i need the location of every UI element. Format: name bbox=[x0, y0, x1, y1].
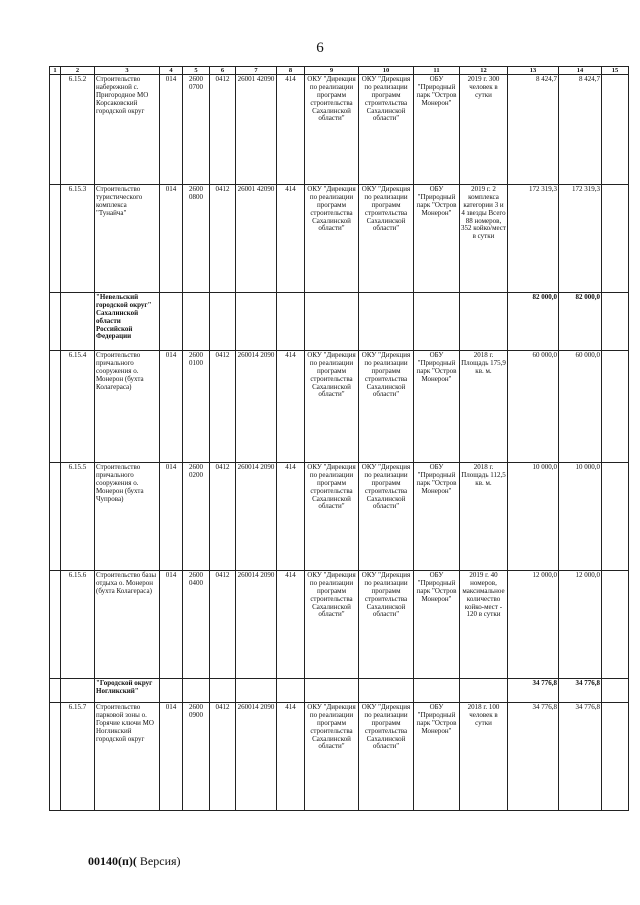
table-cell-col-2: 6.15.4 bbox=[61, 351, 95, 463]
table-cell-col-10: ОКУ "Дирекция по реализации программ строительства Сахалинской области" bbox=[359, 463, 414, 571]
table-cell-col-7: 260014 2090 bbox=[236, 351, 277, 463]
table-cell-col-8: 414 bbox=[277, 703, 305, 811]
table-cell-col-6: 0412 bbox=[210, 571, 236, 679]
table-cell-col-5: 2600 0200 bbox=[183, 463, 210, 571]
footer-code: 00140(п)( bbox=[88, 854, 137, 868]
table-cell-col-2: 6.15.6 bbox=[61, 571, 95, 679]
document-footer bbox=[88, 854, 181, 869]
table-cell-col-5: 2600 0400 bbox=[183, 571, 210, 679]
header-row bbox=[50, 67, 629, 75]
table-cell-col-7: 260014 2090 bbox=[236, 703, 277, 811]
table-cell-col-15 bbox=[602, 679, 629, 703]
table-cell-col-15 bbox=[602, 293, 629, 351]
table-cell-col-10: ОКУ "Дирекция по реализации программ строительства Сахалинской области" bbox=[359, 571, 414, 679]
table-cell-col-3: "Невельский городской округ" Сахалинской области Российской Федерации bbox=[95, 293, 160, 351]
table-cell-col-6: 0412 bbox=[210, 351, 236, 463]
table-cell-col-9: ОКУ "Дирекция по реализации программ строительства Сахалинской области" bbox=[305, 185, 359, 293]
column-header-4: 4 bbox=[160, 67, 183, 75]
table-cell-col-5 bbox=[183, 679, 210, 703]
table-cell-col-6: 0412 bbox=[210, 185, 236, 293]
table-cell-col-12: 2018 г. 100 человек в сутки bbox=[460, 703, 508, 811]
table-cell-col-3: Строительство причального сооружения о. Монерон (бухта Чупрова) bbox=[95, 463, 160, 571]
table-cell-col-3: Строительство туристического комплекса "Тунайча" bbox=[95, 185, 160, 293]
table-cell-col-8: 414 bbox=[277, 351, 305, 463]
table-cell-col-6 bbox=[210, 679, 236, 703]
table-cell-col-10: ОКУ "Дирекция по реализации программ строительства Сахалинской области" bbox=[359, 185, 414, 293]
table-cell-col-6: 0412 bbox=[210, 75, 236, 185]
table-cell-col-15 bbox=[602, 463, 629, 571]
table-cell-col-3: "Городской округ Ногликский" bbox=[95, 679, 160, 703]
table-cell-col-6 bbox=[210, 293, 236, 351]
column-header-12: 12 bbox=[460, 67, 508, 75]
table-cell-col-14: 8 424,7 bbox=[559, 75, 602, 185]
column-header-11: 11 bbox=[414, 67, 460, 75]
table-cell-col-12: 2019 г. 2 комплекса категории 3 и 4 звезды Всего 88 номеров, 352 койко/мест в сутки bbox=[460, 185, 508, 293]
column-header-5: 5 bbox=[183, 67, 210, 75]
table-row bbox=[50, 703, 629, 811]
table-cell-col-9 bbox=[305, 293, 359, 351]
table-cell-col-6: 0412 bbox=[210, 463, 236, 571]
table-cell-col-1 bbox=[50, 703, 61, 811]
table-cell-col-8: 414 bbox=[277, 463, 305, 571]
table-cell-col-4: 014 bbox=[160, 351, 183, 463]
table-cell-col-1 bbox=[50, 293, 61, 351]
footer-version: Версия) bbox=[136, 854, 181, 868]
table-cell-col-13: 8 424,7 bbox=[508, 75, 559, 185]
table-cell-col-11: ОБУ "Природный парк "Остров Монерон" bbox=[414, 463, 460, 571]
table-cell-col-4 bbox=[160, 293, 183, 351]
table-body bbox=[50, 75, 629, 811]
table-cell-col-13: 12 000,0 bbox=[508, 571, 559, 679]
table-cell-col-1 bbox=[50, 351, 61, 463]
table-cell-col-1 bbox=[50, 75, 61, 185]
table-cell-col-8 bbox=[277, 679, 305, 703]
table-cell-col-12: 2018 г. Площадь 112,5 кв. м. bbox=[460, 463, 508, 571]
column-header-6: 6 bbox=[210, 67, 236, 75]
table-cell-col-12 bbox=[460, 679, 508, 703]
table-cell-col-11 bbox=[414, 679, 460, 703]
table-cell-col-9: ОКУ "Дирекция по реализации программ строительства Сахалинской области" bbox=[305, 75, 359, 185]
table-cell-col-9: ОКУ "Дирекция по реализации программ строительства Сахалинской области" bbox=[305, 351, 359, 463]
table-cell-col-9: ОКУ "Дирекция по реализации программ строительства Сахалинской области" bbox=[305, 463, 359, 571]
table-cell-col-2 bbox=[61, 679, 95, 703]
table-cell-col-13: 34 776,8 bbox=[508, 679, 559, 703]
table-cell-col-13: 34 776,8 bbox=[508, 703, 559, 811]
table-cell-col-5: 2600 0800 bbox=[183, 185, 210, 293]
table-cell-col-7: 260014 2090 bbox=[236, 463, 277, 571]
table-cell-col-14: 34 776,8 bbox=[559, 703, 602, 811]
table-cell-col-3: Строительство набережной с. Пригородное МО Корсаковский городской округ bbox=[95, 75, 160, 185]
table-cell-col-8 bbox=[277, 293, 305, 351]
table-cell-col-15 bbox=[602, 703, 629, 811]
table-row bbox=[50, 185, 629, 293]
table-cell-col-14: 172 319,3 bbox=[559, 185, 602, 293]
table-cell-col-11: ОБУ "Природный парк "Остров Монерон" bbox=[414, 571, 460, 679]
table-cell-col-5 bbox=[183, 293, 210, 351]
table-row bbox=[50, 351, 629, 463]
column-header-3: 3 bbox=[95, 67, 160, 75]
table-cell-col-14: 60 000,0 bbox=[559, 351, 602, 463]
column-header-13: 13 bbox=[508, 67, 559, 75]
table-cell-col-11: ОБУ "Природный парк "Остров Монерон" bbox=[414, 351, 460, 463]
table-cell-col-4: 014 bbox=[160, 703, 183, 811]
table-cell-col-7: 26001 42090 bbox=[236, 185, 277, 293]
column-header-2: 2 bbox=[61, 67, 95, 75]
table-row bbox=[50, 571, 629, 679]
table-cell-col-15 bbox=[602, 75, 629, 185]
table-cell-col-9: ОКУ "Дирекция по реализации программ строительства Сахалинской области" bbox=[305, 571, 359, 679]
table-cell-col-4: 014 bbox=[160, 185, 183, 293]
table-cell-col-14: 10 000,0 bbox=[559, 463, 602, 571]
table-cell-col-7: 26001 42090 bbox=[236, 75, 277, 185]
column-header-7: 7 bbox=[236, 67, 277, 75]
column-header-8: 8 bbox=[277, 67, 305, 75]
table-cell-col-13: 172 319,3 bbox=[508, 185, 559, 293]
table-cell-col-1 bbox=[50, 571, 61, 679]
table-cell-col-5: 2600 0700 bbox=[183, 75, 210, 185]
table-cell-col-11: ОБУ "Природный парк "Остров Монерон" bbox=[414, 185, 460, 293]
table-cell-col-14: 82 000,0 bbox=[559, 293, 602, 351]
table-cell-col-11: ОБУ "Природный парк "Остров Монерон" bbox=[414, 75, 460, 185]
table-cell-col-3: Строительство причального сооружения о. Монерон (бухта Колагераса) bbox=[95, 351, 160, 463]
table-cell-col-4 bbox=[160, 679, 183, 703]
table-cell-col-12: 2019 г. 40 номеров, максимальное количество койко-мест - 120 в сутки bbox=[460, 571, 508, 679]
column-header-9: 9 bbox=[305, 67, 359, 75]
table-cell-col-6: 0412 bbox=[210, 703, 236, 811]
column-header-14: 14 bbox=[559, 67, 602, 75]
table-cell-col-13: 60 000,0 bbox=[508, 351, 559, 463]
column-header-15: 15 bbox=[602, 67, 629, 75]
table-row bbox=[50, 293, 629, 351]
table-cell-col-14: 34 776,8 bbox=[559, 679, 602, 703]
table-cell-col-1 bbox=[50, 185, 61, 293]
table-cell-col-11 bbox=[414, 293, 460, 351]
table-cell-col-4: 014 bbox=[160, 571, 183, 679]
table-cell-col-3: Строительство базы отдыха о. Монерон (бухта Колагераса) bbox=[95, 571, 160, 679]
column-header-1: 1 bbox=[50, 67, 61, 75]
table-cell-col-2: 6.15.3 bbox=[61, 185, 95, 293]
table-cell-col-15 bbox=[602, 185, 629, 293]
table-cell-col-4: 014 bbox=[160, 463, 183, 571]
table-cell-col-3: Строительство парковой зоны о. Горячие ключи МО Ногликский городской округ bbox=[95, 703, 160, 811]
table-cell-col-13: 82 000,0 bbox=[508, 293, 559, 351]
table-cell-col-7: 260014 2090 bbox=[236, 571, 277, 679]
table-cell-col-1 bbox=[50, 463, 61, 571]
table-cell-col-8: 414 bbox=[277, 571, 305, 679]
table-cell-col-15 bbox=[602, 571, 629, 679]
page-number: 6 bbox=[316, 40, 324, 56]
table-cell-col-12 bbox=[460, 293, 508, 351]
table-cell-col-2: 6.15.5 bbox=[61, 463, 95, 571]
table-cell-col-8: 414 bbox=[277, 185, 305, 293]
table-cell-col-2 bbox=[61, 293, 95, 351]
table-cell-col-9 bbox=[305, 679, 359, 703]
table-row bbox=[50, 75, 629, 185]
table-cell-col-1 bbox=[50, 679, 61, 703]
table-cell-col-5: 2600 0100 bbox=[183, 351, 210, 463]
table-cell-col-12: 2018 г. Площадь 175,9 кв. м. bbox=[460, 351, 508, 463]
table-cell-col-14: 12 000,0 bbox=[559, 571, 602, 679]
table-cell-col-5: 2600 0900 bbox=[183, 703, 210, 811]
table-cell-col-8: 414 bbox=[277, 75, 305, 185]
table-row bbox=[50, 679, 629, 703]
table-cell-col-10: ОКУ "Дирекция по реализации программ строительства Сахалинской области" bbox=[359, 351, 414, 463]
table-cell-col-2: 6.15.7 bbox=[61, 703, 95, 811]
table-cell-col-15 bbox=[602, 351, 629, 463]
table-cell-col-7 bbox=[236, 679, 277, 703]
table-cell-col-10 bbox=[359, 293, 414, 351]
table-cell-col-10: ОКУ "Дирекция по реализации программ строительства Сахалинской области" bbox=[359, 703, 414, 811]
table-cell-col-2: 6.15.2 bbox=[61, 75, 95, 185]
table-cell-col-10 bbox=[359, 679, 414, 703]
table-cell-col-9: ОКУ "Дирекция по реализации программ строительства Сахалинской области" bbox=[305, 703, 359, 811]
budget-table bbox=[49, 66, 629, 811]
table-cell-col-13: 10 000,0 bbox=[508, 463, 559, 571]
column-header-10: 10 bbox=[359, 67, 414, 75]
table-cell-col-10: ОКУ "Дирекция по реализации программ строительства Сахалинской области" bbox=[359, 75, 414, 185]
table-cell-col-7 bbox=[236, 293, 277, 351]
table-cell-col-12: 2019 г. 300 человек в сутки bbox=[460, 75, 508, 185]
table-row bbox=[50, 463, 629, 571]
table-cell-col-4: 014 bbox=[160, 75, 183, 185]
table-cell-col-11: ОБУ "Природный парк "Остров Монерон" bbox=[414, 703, 460, 811]
